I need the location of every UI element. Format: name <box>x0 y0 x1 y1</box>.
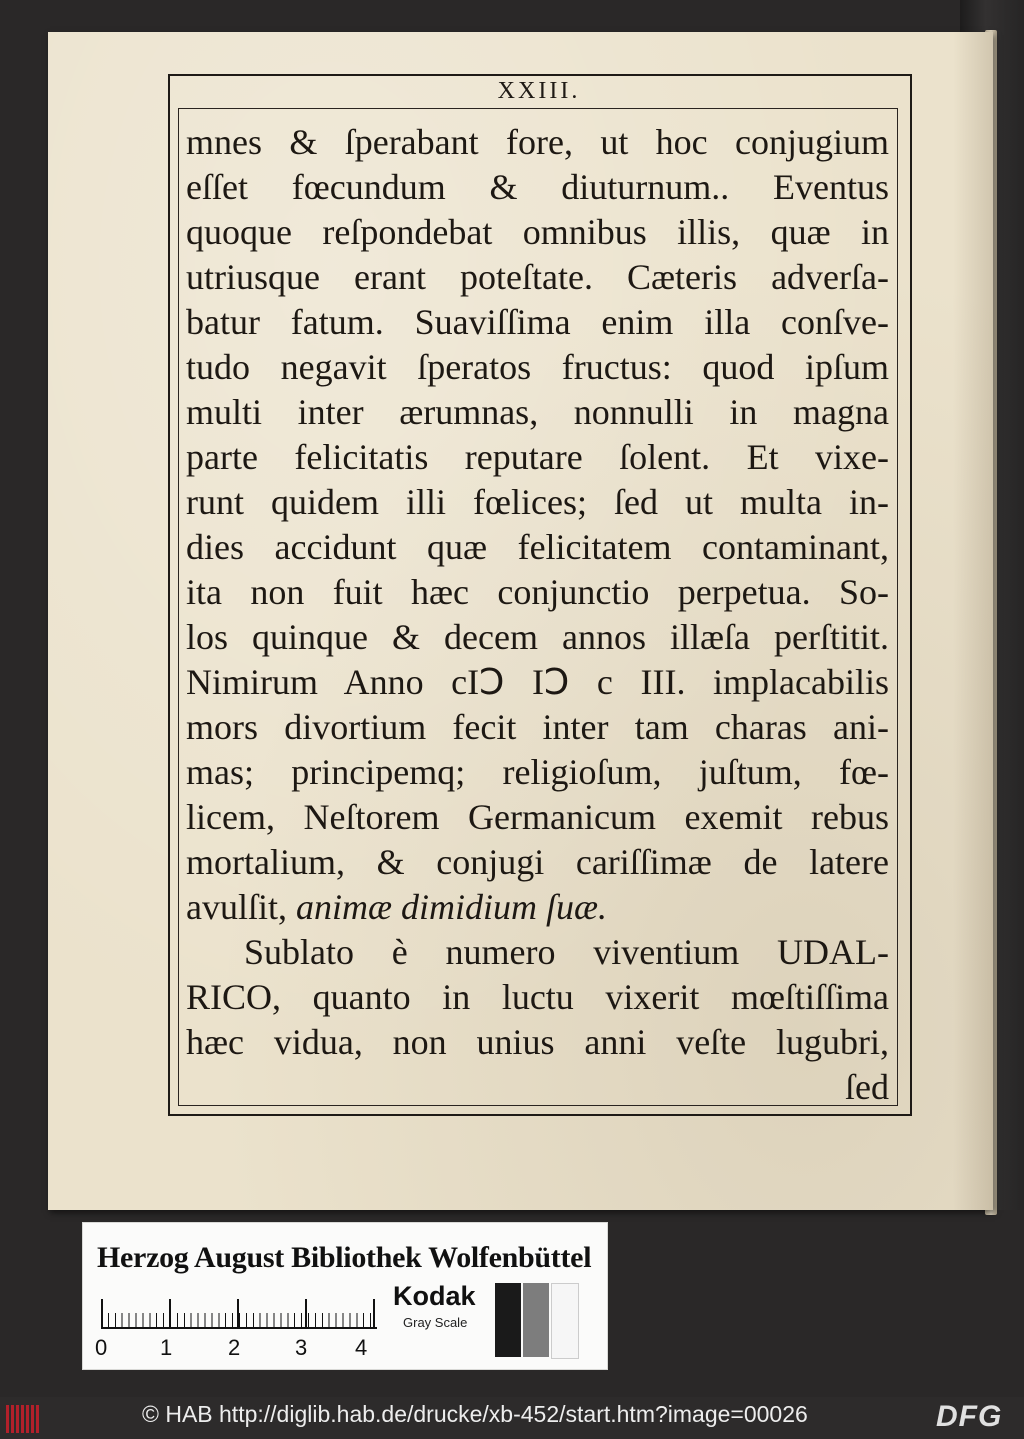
text-line: tudo negavit ſperatos fructus: quod ipſum <box>186 347 889 387</box>
hab-logo-icon <box>6 1405 40 1433</box>
target-title: Herzog August Bibliothek Wolfenbüttel <box>97 1241 592 1274</box>
ruler-number: 0 <box>95 1335 108 1360</box>
copyright-text: © HAB http://diglib.hab.de/drucke/xb-452/start.htm?image=00026 <box>142 1401 808 1427</box>
text-roman: avulſit, <box>186 887 296 927</box>
text-line: los quinque & decem annos illæſa perſtitit. <box>186 617 889 657</box>
text-line: runt quidem illi fœlices; ſed ut multa in- <box>186 482 889 522</box>
ruler-major-tick <box>101 1299 103 1327</box>
text-line: utriusque erant poteſtate. Cæteris adverſa- <box>186 257 889 297</box>
kodak-brand: Kodak <box>393 1281 476 1311</box>
ruler-major-tick <box>373 1299 375 1327</box>
black-swatch <box>495 1283 521 1357</box>
text-line: mas; principemq; religioſum, juſtum, fœ- <box>186 752 889 792</box>
color-target-card <box>82 1222 608 1370</box>
ruler-major-tick <box>305 1299 307 1327</box>
dfg-logo: DFG <box>936 1400 1003 1433</box>
catchword: ſed <box>845 1067 889 1107</box>
text-line-mixed <box>186 885 889 930</box>
text-line: quoque reſpondebat omnibus illis, quæ in <box>186 212 889 252</box>
text-line: batur fatum. Suaviſſima enim illa conſve- <box>186 302 889 342</box>
text-line: dies accidunt quæ felicitatem contaminant, <box>186 527 889 567</box>
ruler-number: 2 <box>228 1335 241 1360</box>
ruler-number: 1 <box>160 1335 173 1360</box>
text-line: mnes & ſperabant fore, ut hoc conjugium <box>186 122 889 162</box>
footer-bar <box>0 1397 1024 1439</box>
ruler <box>101 1299 377 1329</box>
text-line: parte felicitatis reputare ſolent. Et vixe- <box>186 437 889 477</box>
ruler-major-tick <box>169 1299 171 1327</box>
text-line: mors divortium fecit inter tam charas ani- <box>186 707 889 747</box>
ruler-number: 4 <box>355 1335 368 1360</box>
text-line: multi inter ærumnas, nonnulli in magna <box>186 392 889 432</box>
white-swatch <box>551 1283 579 1359</box>
text-line-paragraph-start: Sublato è numero viventium UDAL- <box>244 932 889 972</box>
text-italic: animæ dimidium ſuæ. <box>296 887 608 927</box>
text-line: eſſet fœcundum & diuturnum.. Eventus <box>186 167 889 207</box>
text-line: licem, Neſtorem Germanicum exemit rebus <box>186 797 889 837</box>
text-line: RICO, quanto in luctu vixerit mœſtiſſima <box>186 977 889 1017</box>
text-line: mortalium, & conjugi cariſſimæ de latere <box>186 842 889 882</box>
ruler-number: 3 <box>295 1335 308 1360</box>
gray-scale-label: Gray Scale <box>403 1315 468 1330</box>
text-line: ita non fuit hæc conjunctio perpetua. So- <box>186 572 889 612</box>
body-text <box>186 120 889 1110</box>
text-line: hæc vidua, non unius anni veſte lugubri, <box>186 1022 889 1062</box>
ruler-major-tick <box>237 1299 239 1327</box>
text-line: Nimirum Anno cIↃ IↃ c III. implacabilis <box>186 662 889 702</box>
gray-swatch <box>523 1283 549 1357</box>
page-number: XXIII. <box>497 78 581 104</box>
